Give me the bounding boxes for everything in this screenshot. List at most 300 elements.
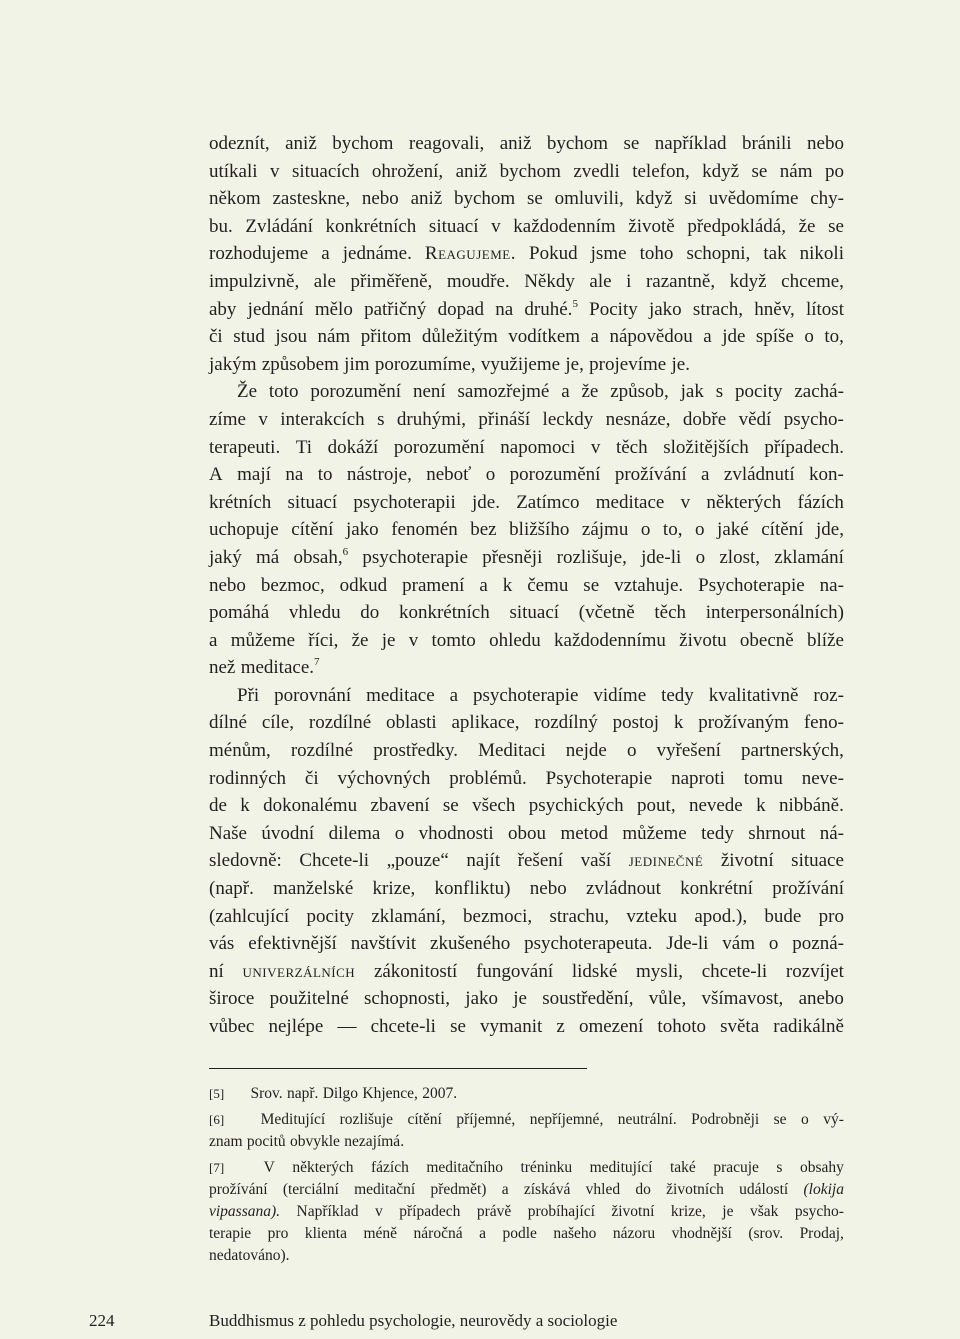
word: porovnání [274, 684, 352, 706]
word: bychom [499, 160, 561, 182]
word: však [749, 1203, 779, 1220]
word: přiměřeně, [350, 270, 433, 292]
word: reagovali, [408, 133, 485, 154]
word: nikoli [799, 243, 844, 265]
text-line [209, 240, 844, 268]
word: situace [791, 850, 844, 872]
word: pro [267, 1225, 289, 1242]
word: psycho- [783, 408, 844, 430]
word: do [635, 1181, 651, 1198]
word: druhými, [396, 408, 467, 430]
word: pocitů [246, 1133, 286, 1150]
word: to [317, 464, 333, 486]
word: životní [611, 1203, 655, 1220]
word: jim [344, 353, 370, 375]
text-line [209, 737, 844, 765]
word: není [412, 381, 446, 403]
word: meditační [354, 1181, 416, 1198]
word: hněv, [754, 298, 795, 320]
word: k [240, 795, 250, 817]
word: bude [764, 905, 802, 927]
word: se [828, 215, 844, 237]
word: terapie [209, 1225, 252, 1242]
word: o [394, 822, 405, 844]
text-line [209, 903, 844, 931]
word: vidíme [593, 684, 647, 706]
word: aniž [410, 188, 443, 210]
word: nám [317, 326, 351, 348]
word: situací [287, 491, 338, 513]
word: meditace [595, 491, 665, 513]
word: chy- [810, 188, 844, 210]
word: se [527, 188, 543, 210]
word: situací [428, 215, 479, 237]
word: a [209, 629, 218, 651]
word: Zatímco [516, 491, 580, 513]
word: tomu [743, 767, 783, 789]
word: pramení [402, 574, 465, 596]
word: náročná [413, 1225, 463, 1242]
word: o [695, 546, 706, 568]
word: je, [565, 353, 584, 375]
word: mají [237, 464, 271, 486]
word: životě [628, 215, 675, 237]
word: zíme [209, 408, 246, 430]
word: když [702, 160, 740, 182]
word: bezmoc, [260, 574, 325, 596]
word: odeznít, [209, 133, 270, 154]
text-line [209, 1013, 844, 1041]
text-line [209, 654, 844, 682]
word: jak [680, 381, 704, 403]
word: konfliktu) [434, 878, 511, 900]
footnote-ref: 5 [572, 297, 578, 310]
text-line [209, 130, 844, 158]
word: omezení [578, 1016, 644, 1037]
word: vztahuje. [614, 574, 684, 596]
text-line [209, 434, 844, 462]
word: životu [679, 629, 727, 651]
word: meditačního [426, 1159, 503, 1176]
word: 2007. [422, 1085, 458, 1102]
word: o [801, 1111, 809, 1128]
word: je [513, 988, 527, 1010]
word: „pouze“ [386, 850, 449, 872]
word: tedy [661, 684, 694, 706]
word: vyřešení [656, 740, 721, 762]
word: feno- [803, 712, 844, 734]
word: aby [209, 298, 237, 320]
word: moudře. [446, 270, 510, 292]
word: či [304, 767, 319, 789]
word: jakým [209, 353, 257, 375]
word: vůle, [648, 988, 687, 1010]
word: bez [470, 519, 497, 541]
word: se [773, 1111, 787, 1128]
word: zvládnout [585, 878, 661, 900]
word: fázích [370, 1159, 409, 1176]
word: de [209, 795, 227, 817]
word: zasteskne, [272, 188, 351, 210]
word: metod [560, 822, 608, 844]
word: odkud [339, 574, 388, 596]
word: jde [722, 326, 746, 348]
word: a [479, 574, 488, 596]
text-line [209, 489, 844, 517]
text-line [209, 930, 844, 958]
text-line [209, 792, 844, 820]
word: Khjence, [362, 1085, 418, 1102]
word: postoj [612, 712, 660, 734]
text-line [209, 875, 844, 903]
text-line [209, 461, 844, 489]
word: krize, [372, 878, 416, 900]
word: radikálně [773, 1016, 844, 1037]
word: kvalitativně [708, 684, 799, 706]
text-line [209, 268, 844, 296]
word: o [640, 519, 651, 541]
body-text [209, 130, 844, 1041]
word: a [703, 326, 712, 348]
word: fázích [797, 491, 844, 513]
word: Pokud [529, 243, 578, 265]
word: (zahlcující [209, 905, 290, 927]
word: A [209, 464, 223, 486]
word: neboť [426, 464, 472, 486]
word: podle [502, 1225, 537, 1242]
footnote-line [209, 1223, 844, 1245]
word: zvedli [573, 160, 620, 182]
word: Ti [295, 436, 313, 458]
word: životní [720, 850, 774, 872]
word: rozhodujeme [209, 243, 309, 265]
word: Meditující [260, 1111, 326, 1128]
word: aniž [455, 160, 488, 182]
word: aplikace, [451, 712, 520, 734]
text-line [209, 682, 844, 710]
word: v [680, 491, 691, 513]
word: se [450, 1016, 466, 1037]
word: naproti [671, 767, 725, 789]
text-line [209, 985, 844, 1013]
word: má [256, 546, 280, 568]
word: výchovných [337, 767, 431, 789]
word: pocity [735, 381, 783, 403]
word: aniž [285, 133, 317, 154]
word: nám [779, 160, 813, 182]
word: jaký [209, 546, 242, 568]
word: razantně, [645, 270, 716, 292]
word: blíže [806, 629, 844, 651]
text-line [209, 351, 844, 379]
word: tomto [431, 629, 476, 651]
word: jako [465, 988, 499, 1010]
word: vipassana). [209, 1203, 281, 1220]
word: apod.), [694, 905, 748, 927]
word: získává [523, 1181, 571, 1198]
word: čemu [527, 574, 569, 596]
word: strach, [692, 298, 744, 320]
word: samozřejmé [457, 381, 550, 403]
word: a [501, 1181, 509, 1198]
word: na [495, 298, 514, 320]
word: schopni, [686, 243, 751, 265]
word: klienta [304, 1225, 347, 1242]
word: utíkali [209, 160, 258, 182]
word: nezajímá. [344, 1133, 405, 1150]
word: tréninku [520, 1159, 573, 1176]
word: v [590, 436, 601, 458]
word: cíle, [261, 712, 295, 734]
text-line [209, 158, 844, 186]
word: schopnosti, [364, 988, 451, 1010]
word: přitom [360, 326, 412, 348]
word: například [654, 133, 727, 154]
word: také [669, 1159, 696, 1176]
word: dokonalému [263, 795, 358, 817]
footnote-ref: 7 [314, 656, 320, 669]
footnote-number: [5] [209, 1086, 225, 1101]
word: vůbec [209, 1016, 255, 1037]
word: úvodní [261, 822, 315, 844]
word: a [701, 464, 710, 486]
text-line [209, 709, 844, 737]
word: na- [819, 574, 844, 596]
word: impulzivně, [209, 270, 300, 292]
word: interpersonálních) [705, 602, 844, 624]
word: strachu, [549, 905, 610, 927]
word: případech [399, 1203, 461, 1220]
footnote-number: [7] [209, 1160, 225, 1175]
word: někom [209, 188, 261, 210]
word: nebo [361, 188, 399, 210]
word: o [695, 519, 705, 541]
word: Chcete-li [299, 850, 370, 872]
word: můžeme [230, 629, 296, 651]
word: k [756, 795, 766, 817]
word: Reagujeme. [424, 243, 516, 265]
word: fungování [476, 960, 554, 982]
word: a [479, 1225, 486, 1242]
word: cítění [761, 519, 804, 541]
word: Zvládání [245, 215, 313, 237]
word: manželské [273, 878, 354, 900]
word: nebo [807, 133, 844, 154]
word: sledovně: [209, 850, 282, 872]
word: nebo [529, 878, 567, 900]
word: mělo [314, 298, 353, 320]
word: našeho [553, 1225, 597, 1242]
word: patřičný [364, 298, 427, 320]
word: pout, [637, 795, 676, 817]
word: znam [209, 1133, 243, 1150]
word: a [449, 684, 459, 706]
word: to, [824, 326, 844, 348]
word: si [684, 188, 697, 210]
word: k [673, 712, 684, 734]
word: Při [237, 684, 260, 706]
word: Meditaci [478, 740, 546, 762]
text-line [209, 323, 844, 351]
word: o [626, 740, 637, 762]
word: (např. [209, 878, 254, 900]
word: anebo [798, 988, 844, 1010]
word: neve- [801, 767, 844, 789]
word: všímavost, [701, 988, 784, 1010]
word: obsahy [799, 1159, 844, 1176]
word: se [623, 133, 640, 154]
word: se [751, 160, 768, 182]
word: Naše [209, 822, 247, 844]
word: že [351, 629, 369, 651]
word: nebo [209, 574, 246, 596]
word: vodítkem [508, 326, 581, 348]
word: lítost [805, 298, 844, 320]
word: událostí [739, 1181, 789, 1198]
text-line [209, 378, 844, 406]
word: v [491, 215, 501, 237]
word: leckdy [542, 408, 594, 430]
word: o [485, 464, 496, 486]
word: s [715, 381, 724, 403]
word: Dilgo [322, 1085, 359, 1102]
word: Jde-li [666, 933, 709, 955]
word: meditující [589, 1159, 653, 1176]
word: je. [671, 353, 690, 375]
word: příjemné, [456, 1111, 516, 1128]
word: všech [472, 795, 516, 817]
text-line [209, 406, 844, 434]
word: toho [639, 243, 674, 265]
word: můžeme [622, 822, 687, 844]
text-line [209, 958, 844, 986]
word: — [337, 1016, 357, 1037]
text-line [209, 544, 844, 572]
word: (lokija [803, 1181, 844, 1198]
word: (terciální [282, 1181, 339, 1198]
word: situacích [291, 160, 360, 182]
word: a [590, 326, 599, 348]
word: napomoci [500, 436, 576, 458]
word: zklamání, [371, 905, 446, 927]
word: psycho- [794, 1203, 844, 1220]
word: omluvili, [554, 188, 624, 210]
word: obvykle [289, 1133, 340, 1150]
footnote [209, 1157, 844, 1267]
footnotes [209, 1083, 844, 1271]
word: je [722, 1203, 734, 1220]
word: obsah,$^6$ [293, 545, 349, 568]
word: zklamání [774, 546, 844, 568]
word: těch [654, 602, 687, 624]
word: o [768, 933, 779, 955]
word: v [270, 160, 280, 182]
word: způsob, [610, 381, 669, 403]
word: rozdílné [290, 740, 354, 762]
word: nepříjemné, [529, 1111, 604, 1128]
word: porozumíme, [374, 353, 476, 375]
word: meditace [366, 684, 435, 706]
word: vhodnosti [418, 822, 494, 844]
word: jde-li [641, 546, 682, 568]
word: využijeme [480, 353, 561, 375]
word: konkrétních [398, 602, 490, 624]
word: rozvíjet [785, 960, 844, 982]
word: se [442, 795, 459, 817]
word: uchopuje [209, 519, 279, 541]
word: případech. [764, 436, 844, 458]
word: a [321, 243, 330, 265]
word: pocity [306, 905, 354, 927]
word: vý- [823, 1111, 844, 1128]
footnote-ref: 6 [342, 545, 349, 558]
word: prostředky. [373, 740, 458, 762]
word: navštívit [350, 933, 417, 955]
text-line [209, 599, 844, 627]
word: bychom [546, 133, 609, 154]
word: po [824, 160, 844, 182]
word: prožívání [614, 464, 687, 486]
word: dílné [209, 712, 247, 734]
word: ní [209, 960, 224, 982]
word: partnerských, [741, 740, 844, 762]
word: bu. [209, 215, 233, 237]
word: Někdy [524, 270, 575, 292]
footnote [209, 1083, 844, 1105]
word: fenomén [391, 519, 458, 541]
word: jsme [590, 243, 627, 265]
word: řešení [517, 850, 564, 872]
word: zbavení [370, 795, 430, 817]
word: tohoto [657, 1016, 706, 1037]
word: druhé.$^5$ [524, 297, 578, 320]
word: vědí [738, 408, 772, 430]
word: je [381, 629, 396, 651]
word: říci, [308, 629, 339, 651]
footnote-divider [209, 1068, 587, 1069]
word: každodennímu [554, 629, 666, 651]
word: konkrétních [325, 215, 417, 237]
word: rozdílné [308, 712, 372, 734]
word: to, [662, 519, 683, 541]
word: přesněji [482, 546, 543, 568]
word: v [375, 1203, 383, 1220]
word: (včetně [578, 602, 635, 624]
word: shrnout [748, 822, 806, 844]
word: dobře [682, 408, 727, 430]
word: cítění [407, 1111, 442, 1128]
word: najít [466, 850, 501, 872]
word: vhodnější [671, 1225, 732, 1242]
word: nibbáně. [778, 795, 844, 817]
word: Například [296, 1203, 359, 1220]
word: Pocity [589, 298, 638, 320]
word: roz- [813, 684, 844, 706]
word: právě [476, 1203, 512, 1220]
word: rozdílný [534, 712, 598, 734]
word: těch [615, 436, 648, 458]
word: zkušeného [430, 933, 511, 955]
word: nástroje, [346, 464, 412, 486]
word: terapeuti. [209, 436, 281, 458]
word: situací [509, 602, 560, 624]
word: ohledu [489, 629, 541, 651]
word: na [285, 464, 304, 486]
word: uvědomíme [708, 188, 799, 210]
word: problémů. [449, 767, 527, 789]
word: toto [268, 381, 299, 403]
text-line [209, 296, 844, 324]
